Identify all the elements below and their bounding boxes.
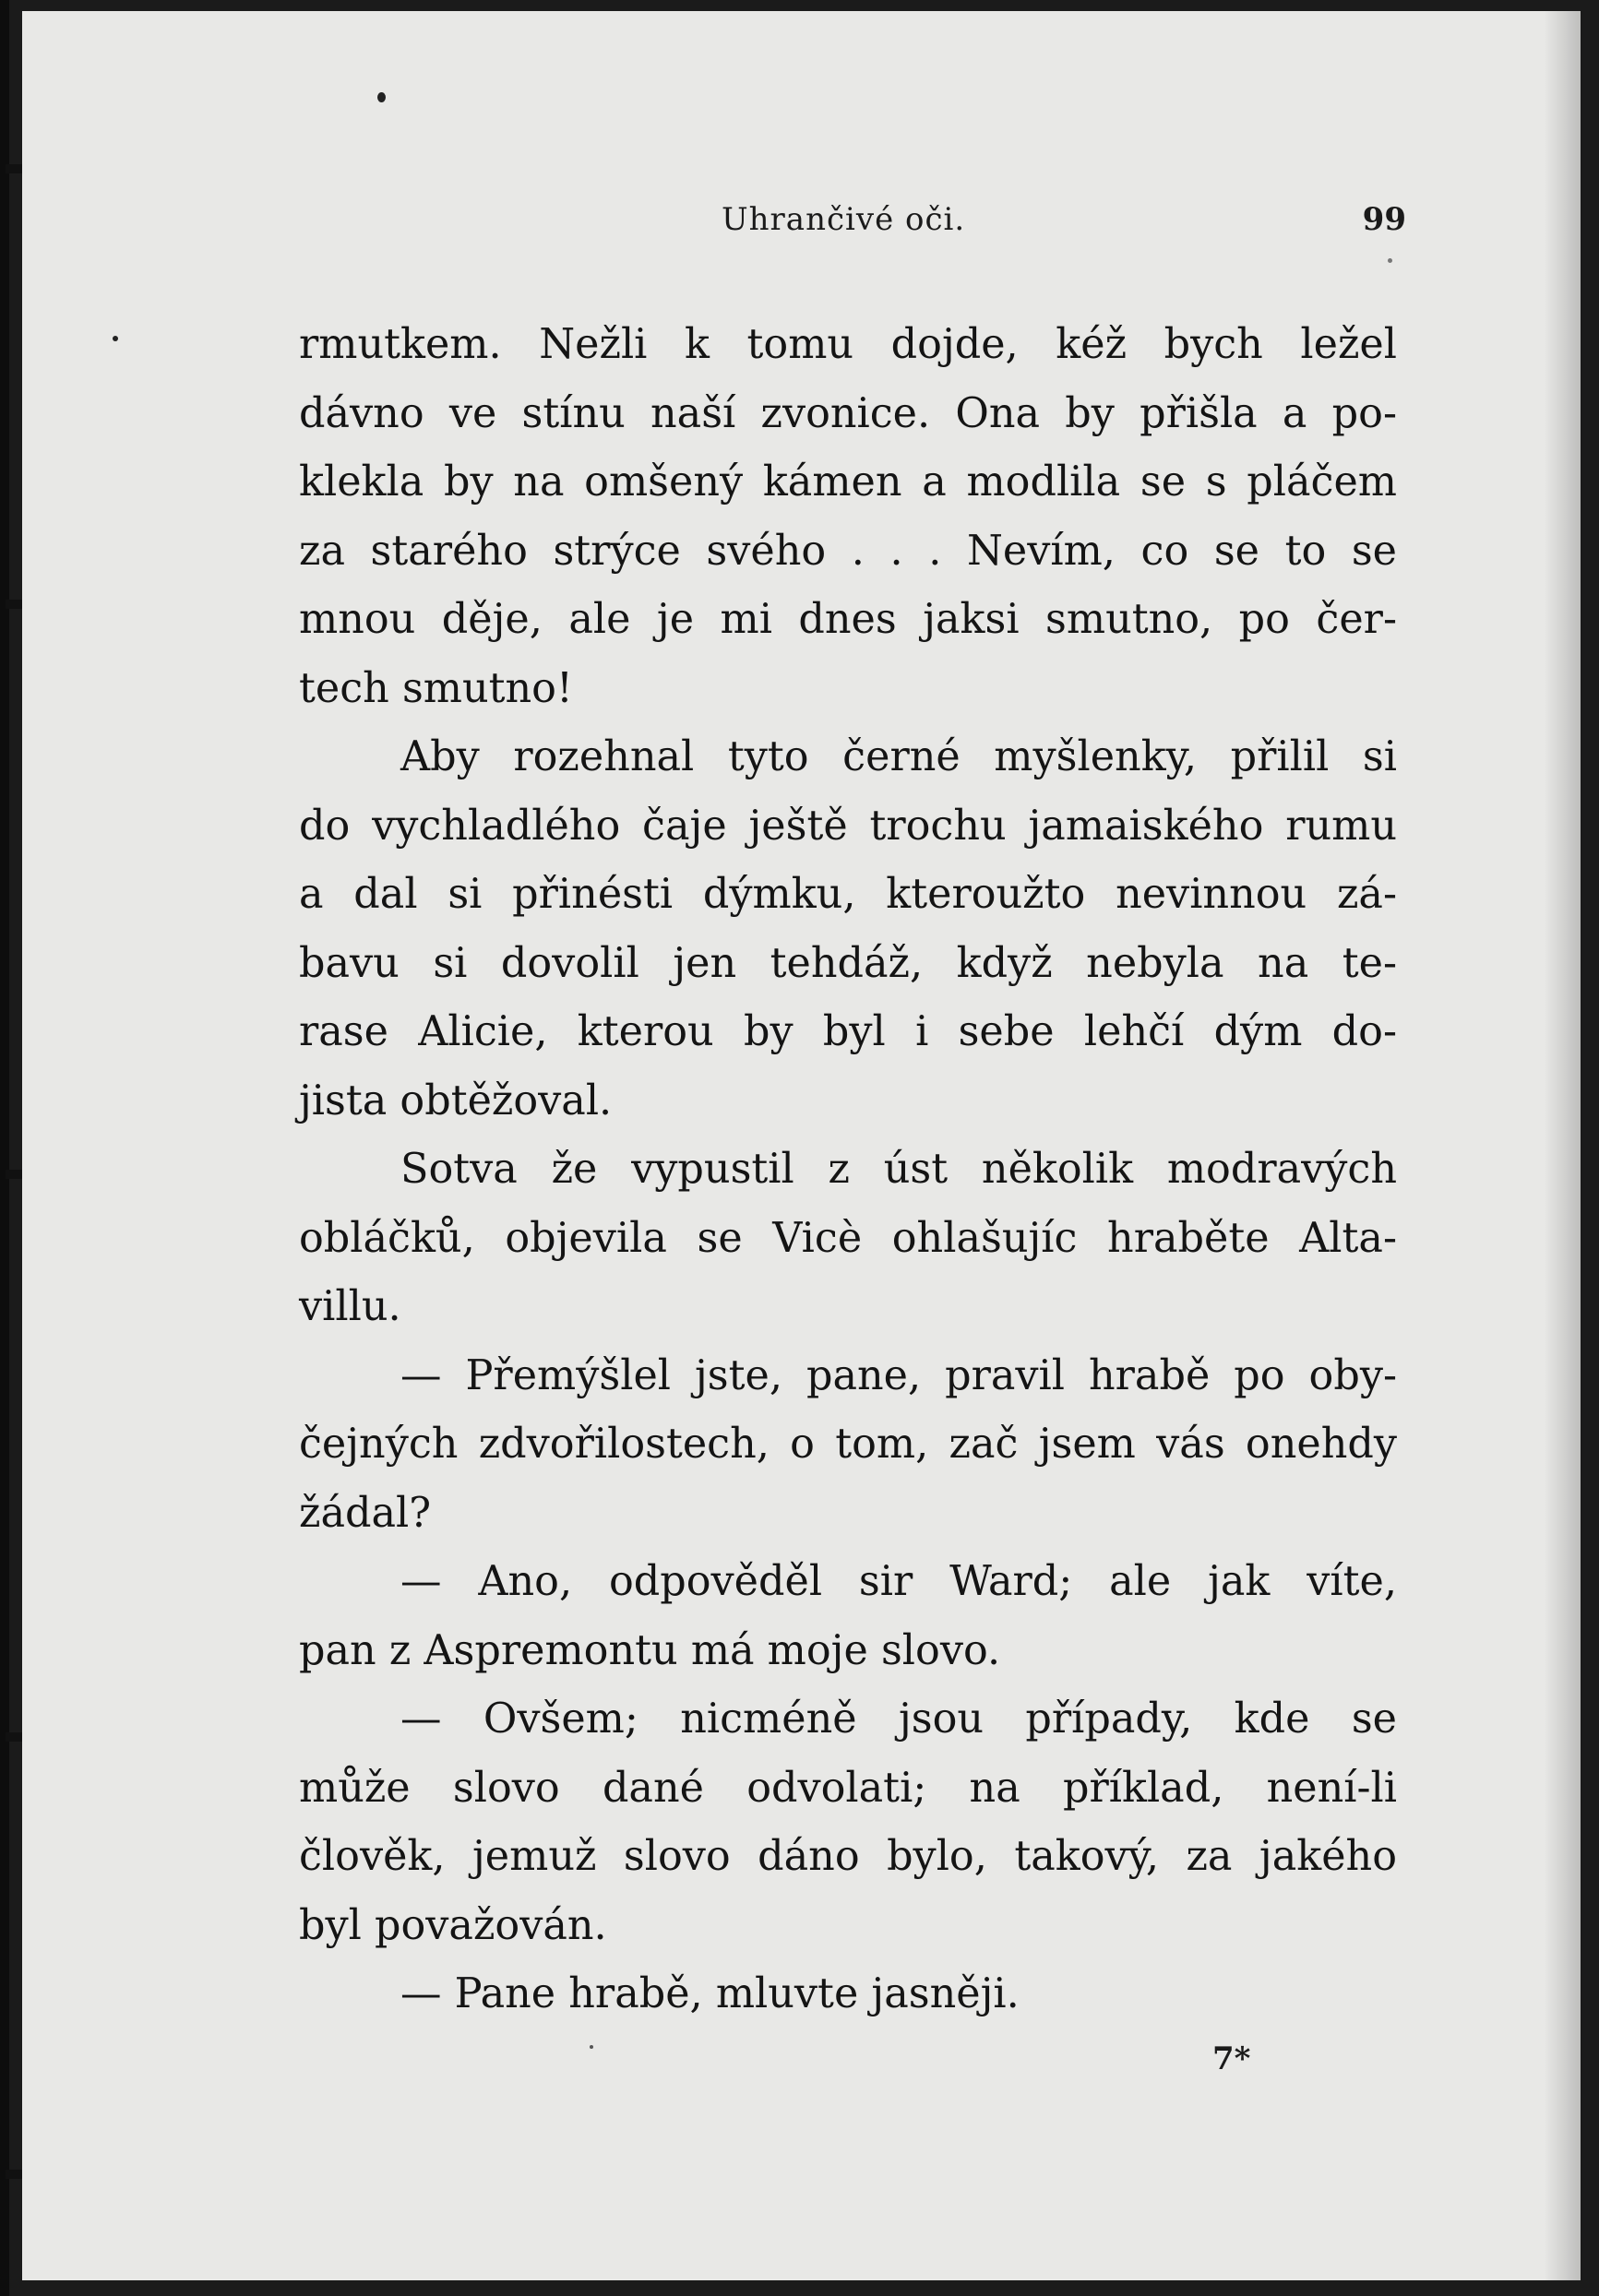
text-line: — Ovšem; nicméně jsou případy, kde se bbox=[400, 1695, 1397, 1743]
text-line: jista obtěžoval. bbox=[299, 1077, 613, 1124]
text-line: obláčků, objevila se Vicè ohlašujíc hraběte Alta- bbox=[299, 1214, 1397, 1262]
running-head bbox=[299, 196, 1406, 251]
paragraph bbox=[299, 311, 1397, 723]
text-line: — Pane hrabě, mluvte jasněji. bbox=[400, 1970, 1020, 2017]
paragraph bbox=[299, 723, 1397, 1136]
text-line: člověk, jemuž slovo dáno bylo, takový, za jakého bbox=[299, 1833, 1397, 1880]
text-line: žádal? bbox=[299, 1489, 432, 1537]
signature-mark: 7* bbox=[1212, 2040, 1251, 2077]
text-line: dávno ve stínu naší zvonice. Ona by přišla a po- bbox=[299, 389, 1397, 437]
text-line: a dal si přinésti dýmku, kteroužto nevinnou zá- bbox=[299, 871, 1397, 918]
ink-speck bbox=[113, 336, 118, 341]
paragraph bbox=[299, 1136, 1397, 1342]
text-line: byl považován. bbox=[299, 1901, 607, 1949]
text-line: může slovo dané odvolati; na příklad, není-li bbox=[299, 1764, 1397, 1812]
text-line: Aby rozehnal tyto černé myšlenky, přilil si bbox=[400, 733, 1397, 780]
page-edge-shadow bbox=[1544, 11, 1581, 2280]
book-page bbox=[22, 11, 1581, 2280]
page-number: 99 bbox=[1362, 201, 1406, 238]
text-line: klekla by na omšený kámen a modlila se s pláčem bbox=[299, 458, 1397, 506]
text-line: — Přemýšlel jste, pane, pravil hrabě po oby- bbox=[400, 1351, 1397, 1399]
text-line: bavu si dovolil jen tehdáž, když nebyla na te- bbox=[299, 939, 1397, 987]
text-line: — Ano, odpověděl sir Ward; ale jak víte, bbox=[400, 1558, 1397, 1605]
text-line: do vychladlého čaje ještě trochu jamaiského rumu bbox=[299, 802, 1397, 850]
book-binding-edge bbox=[0, 0, 9, 2296]
paragraph bbox=[299, 1342, 1397, 1549]
text-line: tech smutno! bbox=[299, 664, 573, 712]
paragraph bbox=[299, 1960, 1397, 2029]
text-line: villu. bbox=[299, 1283, 401, 1330]
running-title: Uhrančivé oči. bbox=[722, 201, 966, 238]
text-line: čejných zdvořilostech, o tom, zač jsem vás onehdy bbox=[299, 1421, 1397, 1468]
paragraph bbox=[299, 1685, 1397, 1960]
ink-speck bbox=[377, 92, 386, 102]
text-line: rase Alicie, kterou by byl i sebe lehčí dým do- bbox=[299, 1008, 1397, 1055]
text-line: za starého strýce svého . . . Nevím, co se to se bbox=[299, 527, 1397, 575]
ink-speck bbox=[1388, 258, 1392, 263]
ink-speck bbox=[590, 2045, 593, 2049]
text-line: pan z Aspremontu má moje slovo. bbox=[299, 1626, 1001, 1674]
text-line: Sotva že vypustil z úst několik modravých bbox=[400, 1146, 1397, 1193]
text-line: rmutkem. Nežli k tomu dojde, kéž bych ležel bbox=[299, 321, 1397, 368]
text-line: mnou děje, ale je mi dnes jaksi smutno, po čer- bbox=[299, 596, 1397, 643]
paragraph bbox=[299, 1548, 1397, 1685]
body-text bbox=[299, 311, 1397, 2029]
